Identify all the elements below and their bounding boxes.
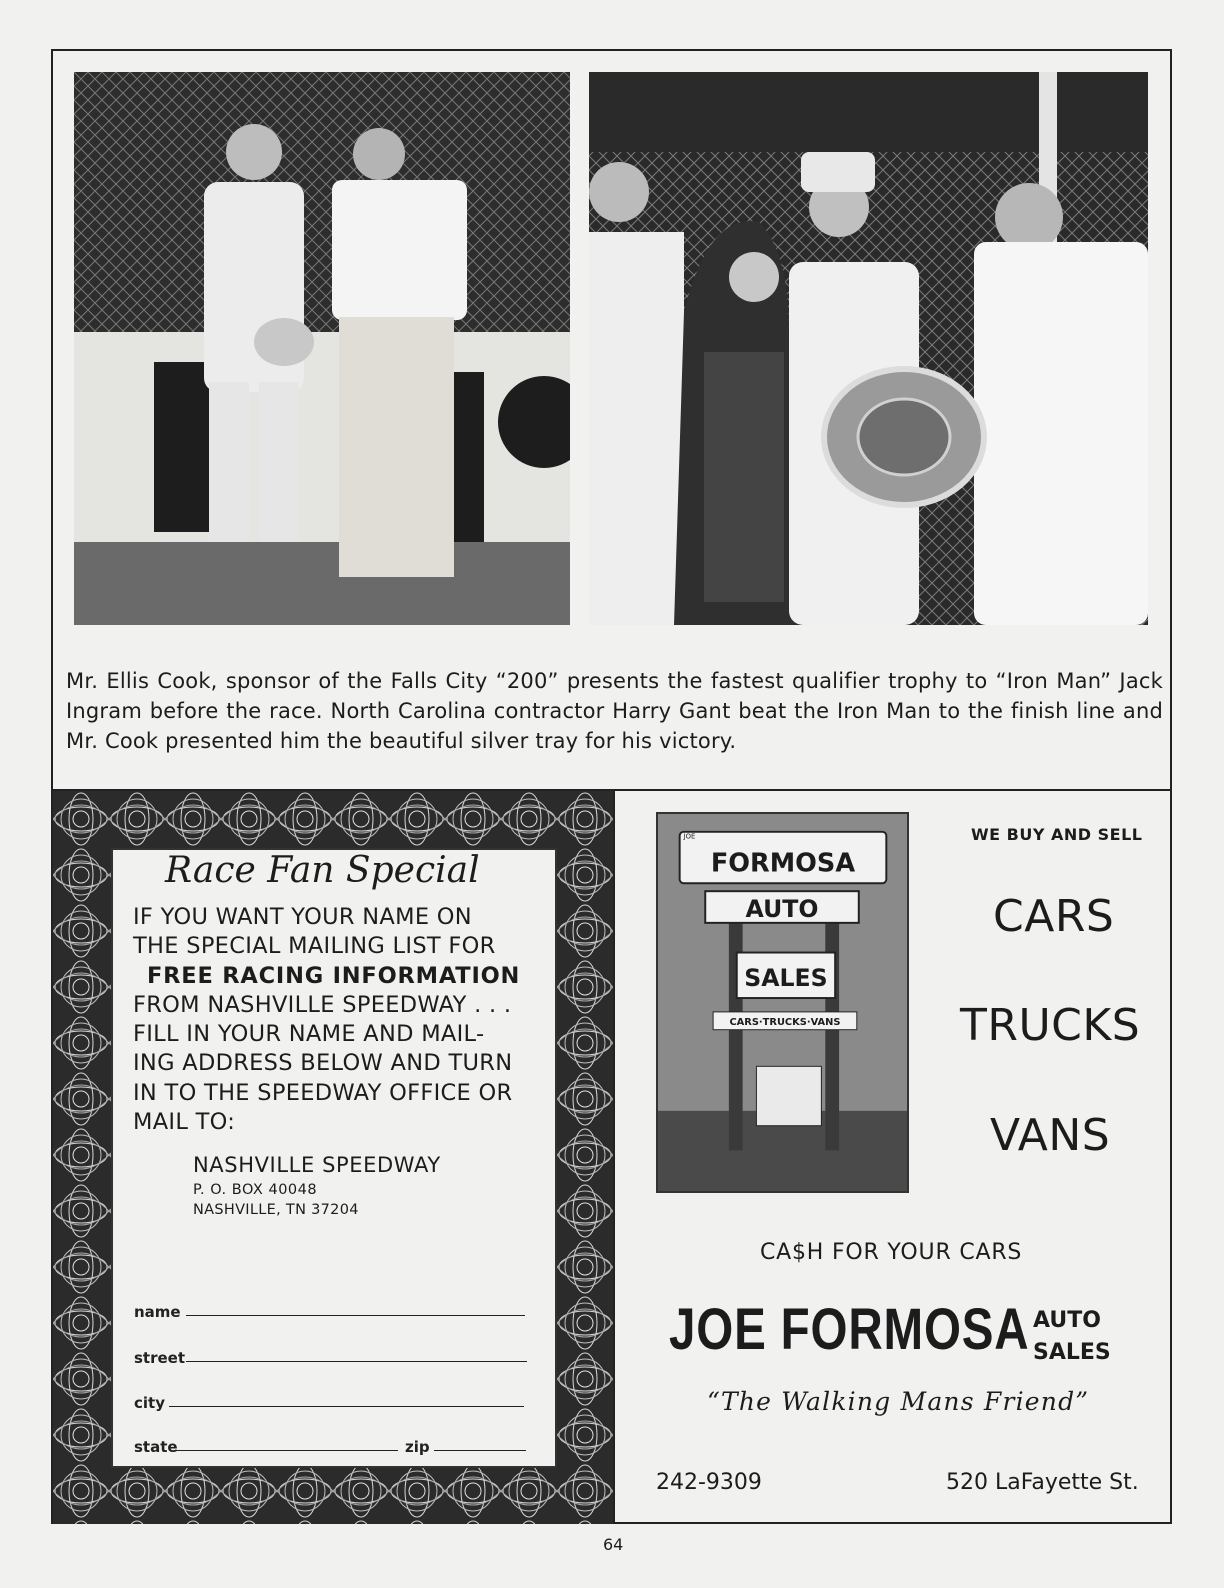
- body-line: IF YOU WANT YOUR NAME ON: [133, 904, 472, 930]
- mail-address-name: NASHVILLE SPEEDWAY: [193, 1153, 441, 1177]
- page-number: 64: [603, 1535, 624, 1554]
- zip-field[interactable]: [434, 1450, 526, 1451]
- name-field[interactable]: [186, 1315, 525, 1316]
- word-cars: CARS: [993, 891, 1115, 942]
- buy-sell-heading: WE BUY AND SELL: [971, 825, 1143, 844]
- body-line: FILL IN YOUR NAME AND MAIL-: [133, 1021, 485, 1048]
- dealer-sub-line: AUTO: [1033, 1308, 1101, 1333]
- mail-address-box: P. O. BOX 40048: [193, 1182, 318, 1198]
- city-field[interactable]: [169, 1406, 524, 1407]
- svg-text:CARS·TRUCKS·VANS: CARS·TRUCKS·VANS: [729, 1016, 841, 1028]
- street-field-label: street: [134, 1349, 186, 1367]
- dealer-slogan: “The Walking Mans Friend”: [707, 1387, 1090, 1416]
- mail-address-city: NASHVILLE, TN 37204: [193, 1202, 359, 1218]
- body-line: MAIL TO:: [133, 1109, 236, 1136]
- name-field-label: name: [134, 1303, 181, 1321]
- word-vans: VANS: [990, 1110, 1111, 1161]
- street-field[interactable]: [186, 1361, 527, 1362]
- state-field-label: state: [134, 1438, 178, 1456]
- body-line: THE SPECIAL MAILING LIST FOR: [133, 933, 496, 960]
- dealer-sub-line: SALES: [1033, 1340, 1111, 1365]
- svg-text:SALES: SALES: [744, 964, 828, 993]
- cash-for-cars: CA$H FOR YOUR CARS: [760, 1240, 1023, 1265]
- body-line-bold: FREE RACING INFORMATION: [147, 962, 521, 989]
- body-line: FROM NASHVILLE SPEEDWAY . . .: [133, 991, 512, 1018]
- svg-text:JOE: JOE: [683, 832, 696, 841]
- race-fan-title: Race Fan Special: [165, 850, 480, 891]
- dealer-phone: 242-9309: [656, 1470, 762, 1495]
- dealership-sign-photo: [656, 812, 909, 1193]
- svg-text:AUTO: AUTO: [745, 894, 819, 923]
- body-line: ING ADDRESS BELOW AND TURN: [133, 1050, 513, 1077]
- vertical-divider: [613, 790, 615, 1524]
- state-field[interactable]: [176, 1450, 398, 1451]
- dealer-name: JOE FORMOSA: [669, 1297, 1030, 1362]
- dealer-address: 520 LaFayette St.: [946, 1470, 1139, 1495]
- photo-handshake: [74, 72, 570, 625]
- photo-trophy: [589, 72, 1148, 625]
- race-fan-body: [133, 903, 533, 1137]
- zip-field-label: zip: [405, 1438, 430, 1456]
- word-trucks: TRUCKS: [960, 1000, 1141, 1051]
- photo-caption: Mr. Ellis Cook, sponsor of the Falls City “200” presents the fastest qualifier trophy to “Iron Man” Jack Ingram before the race. North Carolina contractor Harry Gant beat the Iron Man to the finish line and Mr. Cook presented him the beautiful silver tray for his victory.: [66, 669, 1163, 753]
- svg-text:FORMOSA: FORMOSA: [710, 848, 856, 879]
- dealer-subtitle: [1033, 1305, 1111, 1369]
- body-line: IN TO THE SPEEDWAY OFFICE OR: [133, 1079, 513, 1106]
- city-field-label: city: [134, 1394, 165, 1412]
